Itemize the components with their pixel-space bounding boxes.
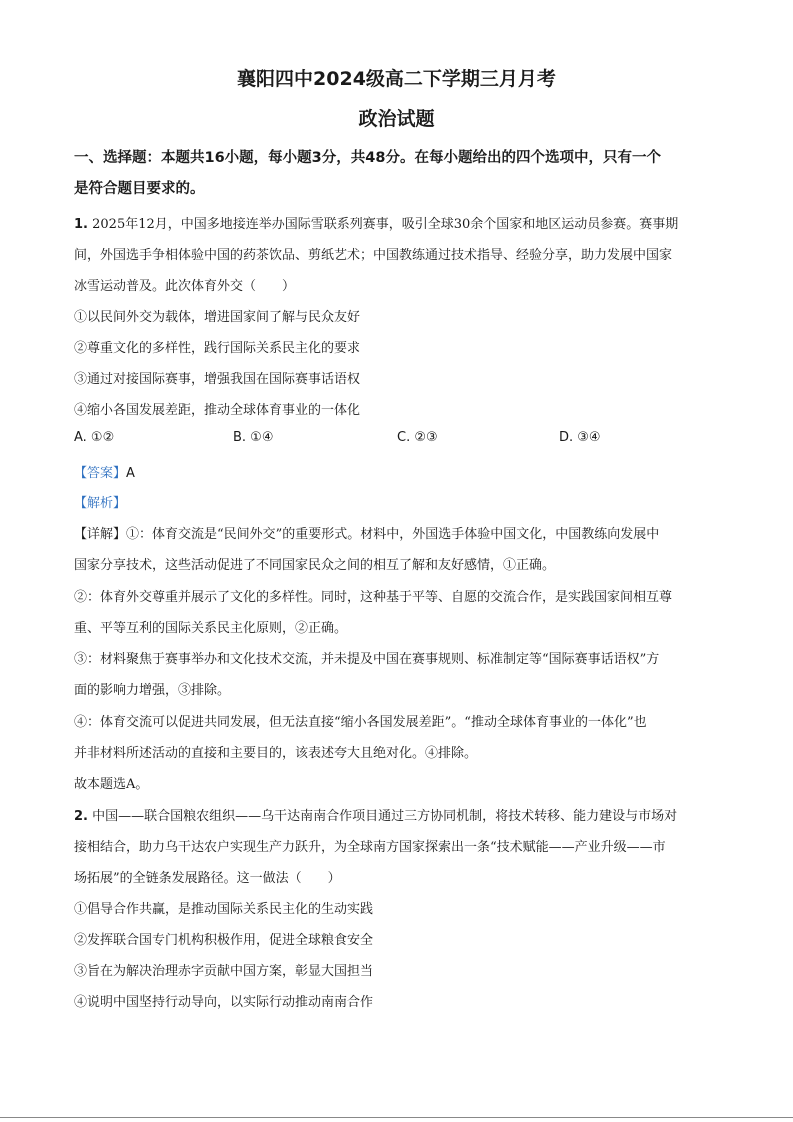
section-heading-line1: 一、选择题：本题共16小题，每小题3分，共48分。在每小题给出的四个选项中，只有一个	[74, 150, 661, 166]
q2-item-3: ③旨在为解决治理赤字贡献中国方案，彰显大国担当	[74, 964, 374, 979]
q1-stem-line1: 1. 2025年12月，中国多地接连举办国际雪联系列赛事，吸引全球30余个国家和地区运动员参赛。赛事期	[74, 217, 679, 232]
q2-item-2: ②发挥联合国专门机构积极作用，促进全球粮食安全	[74, 933, 374, 948]
q1-stem-line3: 冰雪运动普及。此次体育外交（ ）	[74, 279, 296, 294]
q2-number: 2.	[74, 809, 88, 824]
q1-explain-line2: 国家分享技术，这些活动促进了不同国家民众之间的相互了解和友好感情，①正确。	[74, 558, 556, 573]
q1-analysis-label: 【解析】	[74, 496, 127, 511]
detail-label: 【详解】	[74, 527, 127, 542]
q1-answer	[74, 462, 135, 481]
q1-item-4: ④缩小各国发展差距，推动全球体育事业的一体化	[74, 403, 361, 418]
q1-explain-line7: ④：体育交流可以促进共同发展，但无法直接“缩小各国发展差距”。“推动全球体育事业的一体化”也	[74, 715, 647, 730]
q1-item-2: ②尊重文化的多样性，践行国际关系民主化的要求	[74, 341, 361, 356]
answer-value: A	[126, 466, 135, 481]
page-bottom-rule	[0, 1117, 793, 1118]
q2-stem-line3: 场拓展”的全链条发展路径。这一做法（ ）	[74, 871, 341, 886]
section-heading-line2: 是符合题目要求的。	[74, 181, 205, 197]
q1-explain-line4: 重、平等互利的国际关系民主化原则，②正确。	[74, 621, 348, 636]
q1-item-3: ③通过对接国际赛事，增强我国在国际赛事话语权	[74, 372, 361, 387]
q1-option-b: B. ①④	[233, 430, 274, 445]
q1-number: 1.	[74, 217, 88, 232]
q2-stem-line1: 2. 中国——联合国粮农组织——乌干达南南合作项目通过三方协同机制，将技术转移、能力建设与市场对	[74, 809, 678, 824]
exam-subject: 政治试题	[358, 108, 435, 130]
q1-explain-line8: 并非材料所述活动的直接和主要目的，该表述夸大且绝对化。④排除。	[74, 746, 478, 761]
q2-stem-line2: 接相结合，助力乌干达农户实现生产力跃升，为全球南方国家探索出一条“技术赋能——产业升级——市	[74, 840, 666, 855]
answer-label: 【答案】	[74, 466, 127, 481]
q1-item-1: ①以民间外交为载体，增进国家间了解与民众友好	[74, 310, 361, 325]
q2-item-1: ①倡导合作共赢，是推动国际关系民主化的生动实践	[74, 902, 374, 917]
q1-explain-line6: 面的影响力增强，③排除。	[74, 683, 231, 698]
q1-option-d: D. ③④	[559, 430, 601, 445]
exam-title: 襄阳四中2024级高二下学期三月月考	[237, 68, 556, 90]
q1-option-a: A. ①②	[74, 430, 115, 445]
q1-stem-line2: 间，外国选手争相体验中国的药茶饮品、剪纸艺术；中国教练通过技术指导、经验分享，助力发展中国家	[74, 248, 673, 263]
q1-conclusion: 故本题选A。	[74, 777, 149, 792]
q1-explain-line3: ②：体育外交尊重并展示了文化的多样性。同时，这种基于平等、自愿的交流合作，是实践国家间相互尊	[74, 590, 673, 605]
q1-explain-line5: ③：材料聚焦于赛事举办和文化技术交流，并未提及中国在赛事规则、标准制定等“国际赛事话语权”方	[74, 652, 660, 667]
q2-item-4: ④说明中国坚持行动导向，以实际行动推动南南合作	[74, 995, 374, 1010]
q1-option-c: C. ②③	[397, 430, 438, 445]
q1-explain-line1: 【详解】①：体育交流是“民间外交”的重要形式。材料中，外国选手体验中国文化，中国教练向发展中	[74, 527, 660, 542]
